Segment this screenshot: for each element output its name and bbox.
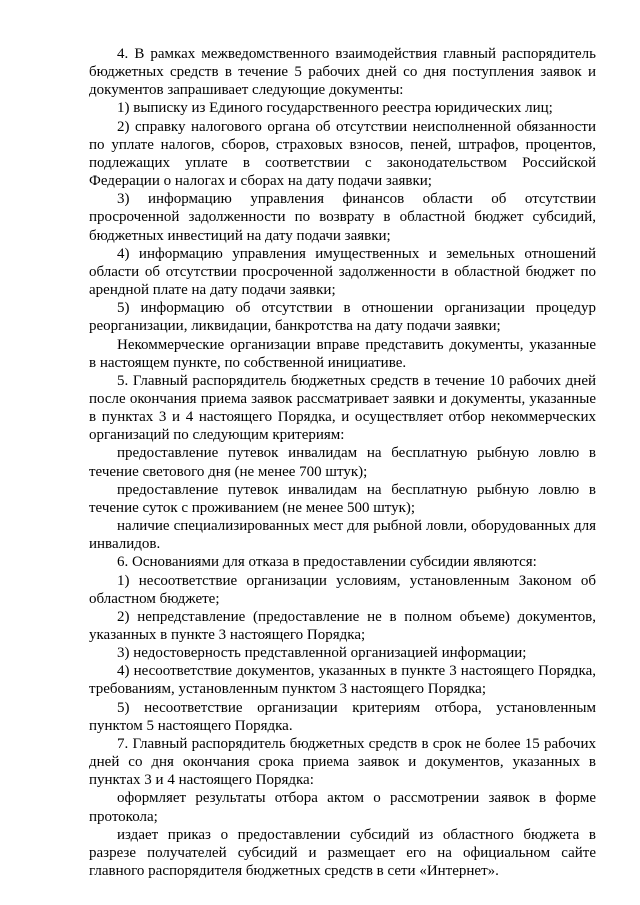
document-page <box>89 45 596 880</box>
paragraph-4-item-1: 1) выписку из Единого государственного реестра юридических лиц; <box>117 100 553 117</box>
paragraph-5-criterion-3: наличие специализированных мест для рыбной ловли, оборудованных для инвалидов. <box>89 518 596 553</box>
paragraph-4-item-4: 4) информацию управления имущественных и земельных отношений области об отсутствии просроченной задолженности в областной бюджет по арендной плате на дату подачи заявки; <box>89 245 596 299</box>
paragraph-7-action-1: оформляет результаты отбора актом о рассмотрении заявок в форме протокола; <box>89 790 596 825</box>
paragraph-7-action-2: издает приказ о предоставлении субсидий из областного бюджета в разрезе получателей субсидий и размещает его на официальном сайте главного распорядителя бюджетных средств в сети «Интернет». <box>89 826 596 880</box>
paragraph-6-item-1: 1) несоответствие организации условиям, установленным Законом об областном бюджете; <box>89 572 596 607</box>
paragraph-4-note: Некоммерческие организации вправе представить документы, указанные в настоящем пункте, по собственной инициативе. <box>89 336 596 371</box>
paragraph-5-intro: 5. Главный распорядитель бюджетных средств в течение 10 рабочих дней после окончания приема заявок рассматривает заявки и документы, указанные в пунктах 3 и 4 настоящего Порядка, и осуществляет отбор некоммерческих организаций по следующим критериям: <box>89 372 596 444</box>
paragraph-6-item-4: 4) несоответствие документов, указанных в пункте 3 настоящего Порядка, требованиям, установленным пунктом 3 настоящего Порядка; <box>89 663 596 698</box>
paragraph-5-criterion-1: предоставление путевок инвалидам на бесплатную рыбную ловлю в течение светового дня (не менее 700 штук); <box>89 445 596 480</box>
paragraph-4-item-5: 5) информацию об отсутствии в отношении организации процедур реорганизации, ликвидации, банкротства на дату подачи заявки; <box>89 300 596 335</box>
paragraph-5-criterion-2: предоставление путевок инвалидам на бесплатную рыбную ловлю в течение суток с проживанием (не менее 500 штук); <box>89 481 596 516</box>
paragraph-6-item-3: 3) недостоверность представленной организацией информации; <box>117 645 527 662</box>
paragraph-4-item-2: 2) справку налогового органа об отсутствии неисполненной обязанности по уплате налогов, сборов, страховых взносов, пеней, штрафов, процентов, подлежащих уплате в соответствии с законодательством Российской Федерации о налогах и сборах на дату подачи заявки; <box>89 118 596 190</box>
paragraph-6-item-5: 5) несоответствие организации критериям отбора, установленным пунктом 5 настоящего Порядка. <box>89 699 596 734</box>
paragraph-7-intro: 7. Главный распорядитель бюджетных средств в срок не более 15 рабочих дней со дня окончания срока приема заявок и документов, указанных в пунктах 3 и 4 настоящего Порядка: <box>89 735 596 789</box>
paragraph-6-intro: 6. Основаниями для отказа в предоставлении субсидии являются: <box>117 554 537 571</box>
paragraph-4-item-3: 3) информацию управления финансов области об отсутствии просроченной задолженности по возврату в областной бюджет субсидий, бюджетных инвестиций на дату подачи заявки; <box>89 191 596 244</box>
paragraph-6-item-2: 2) непредставление (предоставление не в полном объеме) документов, указанных в пункте 3 настоящего Порядка; <box>89 608 596 643</box>
paragraph-4-intro: 4. В рамках межведомственного взаимодействия главный распорядитель бюджетных средств в течение 5 рабочих дней со дня поступления заявок и документов запрашивает следующие документы: <box>89 46 596 99</box>
